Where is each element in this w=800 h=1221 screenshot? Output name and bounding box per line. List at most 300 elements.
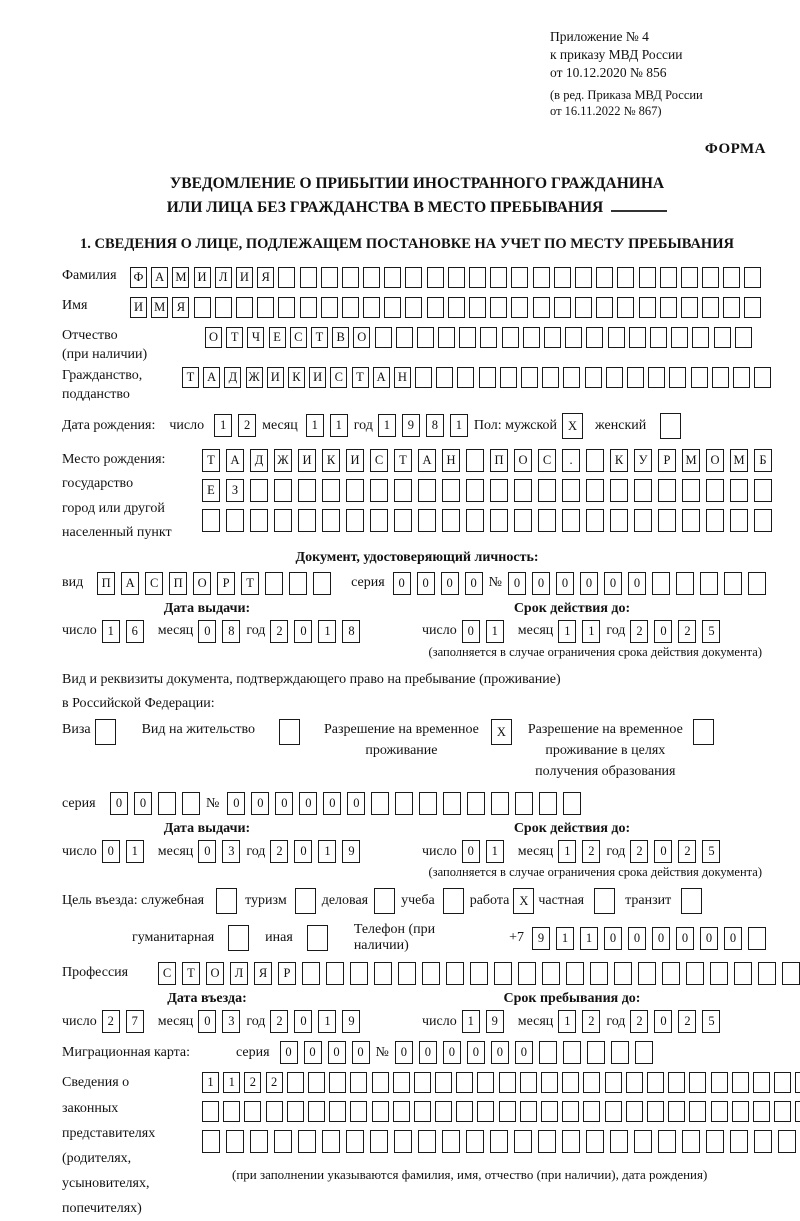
char-box[interactable] <box>499 1072 516 1093</box>
char-box[interactable] <box>394 479 412 502</box>
char-box[interactable] <box>542 367 559 388</box>
char-box[interactable]: 0 <box>724 927 742 950</box>
char-box[interactable] <box>499 1101 516 1122</box>
char-box[interactable]: X <box>562 413 583 439</box>
char-box[interactable] <box>307 925 328 951</box>
char-box[interactable]: 0 <box>323 792 341 815</box>
char-box[interactable] <box>774 1101 791 1122</box>
char-box[interactable] <box>520 1101 537 1122</box>
char-box[interactable]: 8 <box>426 414 444 437</box>
char-box[interactable] <box>754 367 771 388</box>
char-box[interactable] <box>384 267 401 288</box>
char-box[interactable] <box>730 509 748 532</box>
char-box[interactable]: З <box>226 479 244 502</box>
char-box[interactable] <box>308 1072 325 1093</box>
char-box[interactable] <box>693 719 714 745</box>
char-box[interactable] <box>520 1072 537 1093</box>
char-box[interactable] <box>533 267 550 288</box>
char-box[interactable] <box>711 1072 728 1093</box>
char-box[interactable] <box>321 297 338 318</box>
char-box[interactable] <box>733 367 750 388</box>
char-box[interactable] <box>405 297 422 318</box>
char-box[interactable]: А <box>203 367 220 388</box>
char-box[interactable] <box>477 1101 494 1122</box>
char-box[interactable]: 1 <box>214 414 232 437</box>
char-box[interactable] <box>610 1130 628 1153</box>
char-box[interactable] <box>605 1072 622 1093</box>
char-box[interactable] <box>732 1072 749 1093</box>
char-box[interactable] <box>298 509 316 532</box>
char-box[interactable] <box>639 267 656 288</box>
char-box[interactable] <box>669 367 686 388</box>
char-box[interactable]: 1 <box>202 1072 219 1093</box>
char-box[interactable] <box>565 327 582 348</box>
char-box[interactable] <box>418 509 436 532</box>
char-box[interactable] <box>398 962 416 985</box>
char-box[interactable] <box>753 1072 770 1093</box>
char-box[interactable] <box>456 1072 473 1093</box>
char-box[interactable] <box>652 572 670 595</box>
char-box[interactable] <box>714 327 731 348</box>
char-box[interactable]: С <box>158 962 176 985</box>
char-box[interactable] <box>289 572 307 595</box>
char-box[interactable] <box>182 792 200 815</box>
char-box[interactable] <box>754 1130 772 1153</box>
char-box[interactable] <box>346 1130 364 1153</box>
char-box[interactable] <box>223 1101 240 1122</box>
char-box[interactable] <box>442 509 460 532</box>
char-box[interactable] <box>734 962 752 985</box>
char-box[interactable] <box>711 1101 728 1122</box>
char-box[interactable] <box>442 1130 460 1153</box>
char-box[interactable] <box>575 267 592 288</box>
char-box[interactable] <box>419 792 437 815</box>
char-box[interactable]: И <box>194 267 211 288</box>
char-box[interactable] <box>626 1072 643 1093</box>
char-box[interactable] <box>754 479 772 502</box>
char-box[interactable] <box>660 267 677 288</box>
char-box[interactable] <box>691 367 708 388</box>
char-box[interactable] <box>329 1072 346 1093</box>
char-box[interactable]: Л <box>215 267 232 288</box>
char-box[interactable] <box>586 449 604 472</box>
char-box[interactable] <box>586 327 603 348</box>
char-box[interactable] <box>370 1130 388 1153</box>
char-box[interactable]: 0 <box>328 1041 346 1064</box>
char-box[interactable] <box>322 509 340 532</box>
char-box[interactable] <box>322 479 340 502</box>
char-box[interactable] <box>466 479 484 502</box>
char-box[interactable]: 2 <box>678 620 696 643</box>
char-box[interactable]: 0 <box>294 840 312 863</box>
char-box[interactable]: 1 <box>318 620 336 643</box>
char-box[interactable]: Я <box>172 297 189 318</box>
char-box[interactable] <box>427 297 444 318</box>
char-box[interactable] <box>515 792 533 815</box>
char-box[interactable] <box>702 267 719 288</box>
char-box[interactable] <box>374 962 392 985</box>
char-box[interactable]: Р <box>658 449 676 472</box>
char-box[interactable] <box>562 509 580 532</box>
char-box[interactable]: 0 <box>676 927 694 950</box>
char-box[interactable] <box>466 449 484 472</box>
char-box[interactable] <box>723 267 740 288</box>
char-box[interactable] <box>396 327 413 348</box>
char-box[interactable] <box>585 367 602 388</box>
char-box[interactable] <box>611 1041 629 1064</box>
char-box[interactable] <box>393 1101 410 1122</box>
char-box[interactable]: Р <box>217 572 235 595</box>
char-box[interactable]: 0 <box>251 792 269 815</box>
char-box[interactable] <box>158 792 176 815</box>
char-box[interactable] <box>639 297 656 318</box>
char-box[interactable]: 0 <box>275 792 293 815</box>
char-box[interactable] <box>342 267 359 288</box>
char-box[interactable]: Я <box>257 267 274 288</box>
char-box[interactable] <box>470 962 488 985</box>
char-box[interactable] <box>298 479 316 502</box>
char-box[interactable] <box>563 792 581 815</box>
char-box[interactable] <box>682 509 700 532</box>
char-box[interactable]: 3 <box>222 1010 240 1033</box>
char-box[interactable] <box>502 327 519 348</box>
char-box[interactable] <box>518 962 536 985</box>
char-box[interactable] <box>682 1130 700 1153</box>
char-box[interactable]: Ж <box>274 449 292 472</box>
char-box[interactable] <box>724 572 742 595</box>
char-box[interactable]: Т <box>241 572 259 595</box>
char-box[interactable] <box>442 479 460 502</box>
char-box[interactable] <box>322 1130 340 1153</box>
char-box[interactable]: 2 <box>266 1072 283 1093</box>
char-box[interactable] <box>539 792 557 815</box>
char-box[interactable]: К <box>288 367 305 388</box>
char-box[interactable]: Т <box>352 367 369 388</box>
char-box[interactable]: 2 <box>244 1072 261 1093</box>
char-box[interactable]: 0 <box>604 572 622 595</box>
char-box[interactable]: 0 <box>652 927 670 950</box>
char-box[interactable]: 5 <box>702 840 720 863</box>
char-box[interactable]: 9 <box>532 927 550 950</box>
char-box[interactable]: 0 <box>352 1041 370 1064</box>
char-box[interactable] <box>682 479 700 502</box>
char-box[interactable]: 0 <box>393 572 411 595</box>
char-box[interactable]: О <box>706 449 724 472</box>
char-box[interactable] <box>414 1072 431 1093</box>
char-box[interactable]: Т <box>182 962 200 985</box>
char-box[interactable]: Д <box>224 367 241 388</box>
char-box[interactable] <box>660 413 681 439</box>
char-box[interactable]: 0 <box>419 1041 437 1064</box>
char-box[interactable]: 1 <box>318 840 336 863</box>
char-box[interactable] <box>754 509 772 532</box>
char-box[interactable] <box>490 1130 508 1153</box>
char-box[interactable]: 1 <box>580 927 598 950</box>
char-box[interactable]: 8 <box>222 620 240 643</box>
char-box[interactable] <box>538 479 556 502</box>
char-box[interactable] <box>617 267 634 288</box>
char-box[interactable] <box>634 479 652 502</box>
char-box[interactable]: О <box>205 327 222 348</box>
char-box[interactable] <box>514 1130 532 1153</box>
char-box[interactable]: 0 <box>700 927 718 950</box>
char-box[interactable] <box>422 962 440 985</box>
char-box[interactable]: 1 <box>102 620 120 643</box>
char-box[interactable] <box>436 367 453 388</box>
char-box[interactable] <box>563 1041 581 1064</box>
char-box[interactable]: 7 <box>126 1010 144 1033</box>
char-box[interactable] <box>635 1041 653 1064</box>
char-box[interactable] <box>681 297 698 318</box>
char-box[interactable] <box>744 297 761 318</box>
char-box[interactable]: Т <box>182 367 199 388</box>
char-box[interactable]: Б <box>754 449 772 472</box>
char-box[interactable] <box>706 479 724 502</box>
char-box[interactable] <box>372 1072 389 1093</box>
char-box[interactable]: О <box>193 572 211 595</box>
char-box[interactable] <box>287 1101 304 1122</box>
char-box[interactable] <box>587 1041 605 1064</box>
char-box[interactable] <box>554 267 571 288</box>
char-box[interactable] <box>466 1130 484 1153</box>
char-box[interactable]: К <box>322 449 340 472</box>
char-box[interactable] <box>95 719 116 745</box>
char-box[interactable] <box>648 367 665 388</box>
char-box[interactable]: Н <box>442 449 460 472</box>
char-box[interactable] <box>216 888 237 914</box>
char-box[interactable] <box>706 509 724 532</box>
char-box[interactable]: 0 <box>654 1010 672 1033</box>
char-box[interactable]: 9 <box>342 840 360 863</box>
char-box[interactable] <box>511 297 528 318</box>
char-box[interactable] <box>594 888 615 914</box>
char-box[interactable] <box>748 927 766 950</box>
char-box[interactable]: 2 <box>270 1010 288 1033</box>
char-box[interactable]: П <box>97 572 115 595</box>
char-box[interactable]: 0 <box>198 840 216 863</box>
char-box[interactable] <box>689 1101 706 1122</box>
char-box[interactable] <box>393 1072 410 1093</box>
char-box[interactable] <box>562 479 580 502</box>
char-box[interactable]: О <box>353 327 370 348</box>
char-box[interactable] <box>448 297 465 318</box>
char-box[interactable]: И <box>267 367 284 388</box>
char-box[interactable] <box>466 509 484 532</box>
char-box[interactable] <box>287 1072 304 1093</box>
char-box[interactable]: 2 <box>582 840 600 863</box>
char-box[interactable] <box>298 1130 316 1153</box>
char-box[interactable] <box>350 1101 367 1122</box>
char-box[interactable] <box>542 962 560 985</box>
char-box[interactable] <box>418 479 436 502</box>
char-box[interactable] <box>700 572 718 595</box>
char-box[interactable] <box>202 1101 219 1122</box>
char-box[interactable] <box>523 327 540 348</box>
char-box[interactable]: 1 <box>486 840 504 863</box>
char-box[interactable] <box>541 1101 558 1122</box>
char-box[interactable] <box>202 1130 220 1153</box>
char-box[interactable] <box>514 479 532 502</box>
char-box[interactable] <box>590 962 608 985</box>
char-box[interactable] <box>596 267 613 288</box>
char-box[interactable] <box>274 509 292 532</box>
char-box[interactable] <box>686 962 704 985</box>
char-box[interactable]: И <box>298 449 316 472</box>
char-box[interactable] <box>384 297 401 318</box>
char-box[interactable] <box>228 925 249 951</box>
char-box[interactable]: 1 <box>462 1010 480 1033</box>
char-box[interactable] <box>372 1101 389 1122</box>
char-box[interactable] <box>415 367 432 388</box>
char-box[interactable]: Л <box>230 962 248 985</box>
char-box[interactable]: 0 <box>304 1041 322 1064</box>
char-box[interactable] <box>634 1130 652 1153</box>
char-box[interactable] <box>266 1101 283 1122</box>
char-box[interactable]: А <box>151 267 168 288</box>
char-box[interactable] <box>479 367 496 388</box>
char-box[interactable]: 0 <box>294 1010 312 1033</box>
char-box[interactable] <box>706 1130 724 1153</box>
char-box[interactable] <box>456 1101 473 1122</box>
char-box[interactable] <box>538 509 556 532</box>
char-box[interactable] <box>350 962 368 985</box>
char-box[interactable] <box>370 479 388 502</box>
char-box[interactable] <box>782 962 800 985</box>
char-box[interactable] <box>215 297 232 318</box>
char-box[interactable]: М <box>151 297 168 318</box>
char-box[interactable]: 1 <box>330 414 348 437</box>
char-box[interactable]: 2 <box>238 414 256 437</box>
char-box[interactable] <box>774 1072 791 1093</box>
char-box[interactable]: С <box>145 572 163 595</box>
char-box[interactable] <box>605 1101 622 1122</box>
char-box[interactable] <box>566 962 584 985</box>
char-box[interactable] <box>469 297 486 318</box>
char-box[interactable] <box>795 1072 800 1093</box>
char-box[interactable] <box>295 888 316 914</box>
char-box[interactable]: Ж <box>246 367 263 388</box>
char-box[interactable] <box>586 479 604 502</box>
char-box[interactable] <box>443 888 464 914</box>
char-box[interactable]: 1 <box>450 414 468 437</box>
char-box[interactable]: 2 <box>270 840 288 863</box>
char-box[interactable] <box>374 888 395 914</box>
char-box[interactable] <box>346 509 364 532</box>
char-box[interactable]: А <box>226 449 244 472</box>
char-box[interactable]: 2 <box>630 620 648 643</box>
char-box[interactable]: 1 <box>582 620 600 643</box>
char-box[interactable] <box>662 962 680 985</box>
char-box[interactable]: Е <box>202 479 220 502</box>
char-box[interactable]: 8 <box>342 620 360 643</box>
char-box[interactable]: 0 <box>532 572 550 595</box>
char-box[interactable] <box>795 1101 800 1122</box>
char-box[interactable] <box>511 267 528 288</box>
char-box[interactable] <box>533 297 550 318</box>
char-box[interactable] <box>539 1041 557 1064</box>
char-box[interactable] <box>500 367 517 388</box>
char-box[interactable]: 0 <box>347 792 365 815</box>
char-box[interactable] <box>346 479 364 502</box>
char-box[interactable] <box>681 888 702 914</box>
char-box[interactable]: 1 <box>558 840 576 863</box>
char-box[interactable]: 1 <box>126 840 144 863</box>
char-box[interactable] <box>370 509 388 532</box>
char-box[interactable] <box>427 267 444 288</box>
char-box[interactable]: Т <box>202 449 220 472</box>
char-box[interactable] <box>614 962 632 985</box>
char-box[interactable]: 0 <box>462 840 480 863</box>
char-box[interactable] <box>417 327 434 348</box>
char-box[interactable]: О <box>514 449 532 472</box>
char-box[interactable]: 0 <box>395 1041 413 1064</box>
char-box[interactable] <box>226 1130 244 1153</box>
char-box[interactable] <box>753 1101 770 1122</box>
char-box[interactable] <box>730 1130 748 1153</box>
char-box[interactable] <box>658 479 676 502</box>
char-box[interactable]: Ф <box>130 267 147 288</box>
char-box[interactable] <box>554 297 571 318</box>
char-box[interactable] <box>608 327 625 348</box>
char-box[interactable]: 0 <box>280 1041 298 1064</box>
char-box[interactable]: У <box>634 449 652 472</box>
char-box[interactable]: С <box>290 327 307 348</box>
char-box[interactable]: 1 <box>558 620 576 643</box>
char-box[interactable] <box>375 327 392 348</box>
char-box[interactable] <box>702 297 719 318</box>
char-box[interactable] <box>758 962 776 985</box>
char-box[interactable]: 0 <box>134 792 152 815</box>
char-box[interactable]: 2 <box>102 1010 120 1033</box>
char-box[interactable] <box>265 572 283 595</box>
char-box[interactable]: 0 <box>417 572 435 595</box>
char-box[interactable]: М <box>730 449 748 472</box>
char-box[interactable]: 5 <box>702 1010 720 1033</box>
char-box[interactable]: X <box>491 719 512 745</box>
char-box[interactable]: 2 <box>582 1010 600 1033</box>
char-box[interactable] <box>308 1101 325 1122</box>
char-box[interactable]: 2 <box>630 840 648 863</box>
char-box[interactable] <box>562 1072 579 1093</box>
char-box[interactable] <box>778 1130 796 1153</box>
char-box[interactable]: 0 <box>294 620 312 643</box>
char-box[interactable]: И <box>346 449 364 472</box>
char-box[interactable] <box>490 297 507 318</box>
char-box[interactable] <box>329 1101 346 1122</box>
char-box[interactable] <box>490 267 507 288</box>
char-box[interactable]: 1 <box>556 927 574 950</box>
char-box[interactable]: Т <box>311 327 328 348</box>
char-box[interactable] <box>226 509 244 532</box>
char-box[interactable] <box>202 509 220 532</box>
char-box[interactable] <box>660 297 677 318</box>
char-box[interactable]: О <box>206 962 224 985</box>
char-box[interactable] <box>626 1101 643 1122</box>
char-box[interactable]: 0 <box>110 792 128 815</box>
char-box[interactable]: 1 <box>306 414 324 437</box>
char-box[interactable] <box>342 297 359 318</box>
char-box[interactable]: 0 <box>467 1041 485 1064</box>
char-box[interactable]: Ч <box>247 327 264 348</box>
char-box[interactable] <box>300 297 317 318</box>
char-box[interactable] <box>194 297 211 318</box>
char-box[interactable] <box>744 267 761 288</box>
char-box[interactable]: 9 <box>402 414 420 437</box>
char-box[interactable] <box>562 1101 579 1122</box>
char-box[interactable]: 0 <box>654 840 672 863</box>
char-box[interactable]: 0 <box>491 1041 509 1064</box>
char-box[interactable] <box>538 1130 556 1153</box>
